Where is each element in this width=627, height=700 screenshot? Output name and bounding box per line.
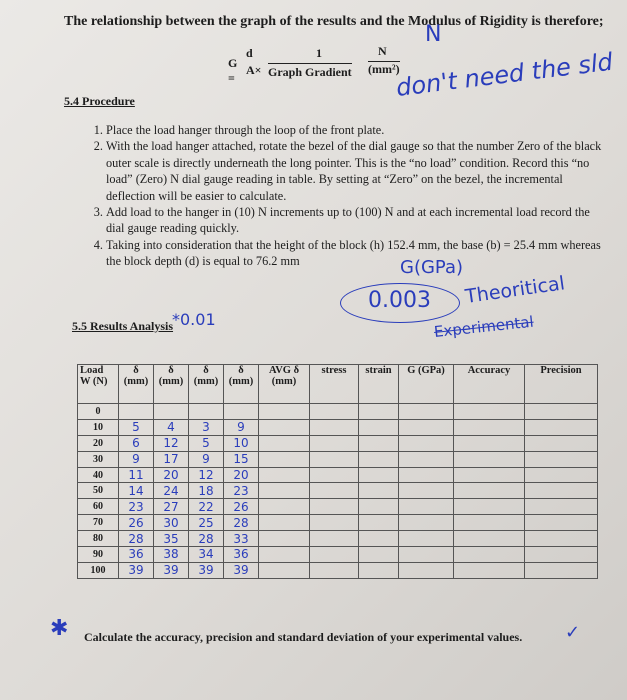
table-row	[78, 435, 598, 451]
page-title: The relationship between the graph of the results and the Modulus of Rigidity is therefore;	[64, 14, 604, 29]
empty-cell	[359, 467, 399, 483]
table-row	[78, 515, 598, 531]
handwritten-experimental: Experimental	[433, 312, 535, 341]
empty-cell	[399, 562, 454, 578]
delta-cell: 24	[154, 483, 189, 499]
empty-cell	[454, 531, 525, 547]
table-row	[78, 467, 598, 483]
delta-cell: 9	[224, 419, 259, 435]
table-row	[78, 483, 598, 499]
table-row	[78, 499, 598, 515]
footer-instruction: Calculate the accuracy, precision and standard deviation of your experimental values.	[84, 630, 523, 644]
results-table	[77, 364, 598, 579]
empty-cell	[310, 547, 359, 563]
empty-cell	[525, 483, 598, 499]
handwritten-note: don't need the sld	[394, 47, 615, 102]
delta-cell: 18	[189, 483, 224, 499]
empty-cell	[454, 467, 525, 483]
empty-cell	[454, 404, 525, 420]
star-mark: ✱	[50, 616, 69, 641]
load-cell: 10	[78, 419, 119, 435]
delta-cell: 38	[154, 547, 189, 563]
delta-cell: 17	[154, 451, 189, 467]
empty-cell	[310, 435, 359, 451]
empty-cell	[259, 562, 310, 578]
delta-cell: 20	[154, 467, 189, 483]
delta-cell: 26	[119, 515, 154, 531]
formula-lhs: G =	[228, 56, 238, 85]
empty-cell	[259, 499, 310, 515]
delta-cell: 9	[119, 451, 154, 467]
procedure-heading: 5.4 Procedure	[64, 94, 135, 108]
delta-cell: 12	[154, 435, 189, 451]
delta-cell: 3	[189, 419, 224, 435]
empty-cell	[359, 531, 399, 547]
empty-cell	[454, 499, 525, 515]
load-cell: 60	[78, 499, 119, 515]
delta-cell: 12	[189, 467, 224, 483]
empty-cell	[259, 404, 310, 420]
delta-cell	[154, 404, 189, 420]
delta-cell	[224, 404, 259, 420]
delta-cell: 33	[224, 531, 259, 547]
empty-cell	[525, 404, 598, 420]
delta-cell: 10	[224, 435, 259, 451]
empty-cell	[525, 467, 598, 483]
empty-cell	[399, 435, 454, 451]
empty-cell	[359, 547, 399, 563]
delta-cell: 28	[189, 531, 224, 547]
delta-cell: 4	[154, 419, 189, 435]
step-item: 2. With the load hanger attached, rotate the bezel of the dial gauge so that the number Zero of the black outer scale is directly underneath the long pointer. This is the “no load” condition. Record this “no load” (Zero) N dial gauge reading in table. By setting at “Zero” on the bezel, the incremental deflection will be easier to calculate.	[106, 138, 606, 204]
delta-cell: 15	[224, 451, 259, 467]
empty-cell	[399, 483, 454, 499]
col-precision: Precision	[525, 365, 598, 404]
empty-cell	[259, 483, 310, 499]
empty-cell	[454, 547, 525, 563]
col-delta: δ (mm)	[119, 365, 154, 404]
col-delta: δ (mm)	[154, 365, 189, 404]
empty-cell	[454, 483, 525, 499]
formula-d: d	[246, 46, 253, 60]
col-delta: δ (mm)	[224, 365, 259, 404]
handwritten-n-mark: N	[425, 22, 442, 47]
check-mark: ✓	[565, 622, 581, 643]
table-body	[78, 404, 598, 579]
empty-cell	[399, 515, 454, 531]
load-cell: 90	[78, 547, 119, 563]
empty-cell	[359, 499, 399, 515]
empty-cell	[525, 435, 598, 451]
empty-cell	[259, 515, 310, 531]
empty-cell	[359, 515, 399, 531]
circled-value: 0.003	[368, 288, 431, 313]
empty-cell	[259, 435, 310, 451]
empty-cell	[310, 404, 359, 420]
delta-cell: 5	[119, 419, 154, 435]
delta-cell: 39	[119, 562, 154, 578]
load-cell: 80	[78, 531, 119, 547]
empty-cell	[399, 531, 454, 547]
empty-cell	[310, 451, 359, 467]
delta-cell: 14	[119, 483, 154, 499]
empty-cell	[399, 419, 454, 435]
delta-cell: 11	[119, 467, 154, 483]
load-cell: 30	[78, 451, 119, 467]
formula-unit-n: N	[378, 44, 387, 58]
empty-cell	[454, 515, 525, 531]
empty-cell	[359, 435, 399, 451]
col-g: G (GPa)	[399, 365, 454, 404]
handwritten-gpa-note: G(GPa)	[400, 257, 464, 278]
delta-cell: 39	[224, 562, 259, 578]
delta-cell: 36	[119, 547, 154, 563]
formula-unit-mm: (mm²)	[368, 62, 400, 76]
empty-cell	[525, 499, 598, 515]
empty-cell	[359, 404, 399, 420]
col-delta: δ (mm)	[189, 365, 224, 404]
empty-cell	[399, 467, 454, 483]
empty-cell	[359, 562, 399, 578]
table-row	[78, 562, 598, 578]
empty-cell	[310, 515, 359, 531]
delta-cell: 6	[119, 435, 154, 451]
delta-cell: 39	[154, 562, 189, 578]
empty-cell	[310, 499, 359, 515]
load-cell: 20	[78, 435, 119, 451]
handwritten-theoretical: Theoritical	[463, 272, 567, 308]
delta-cell: 22	[189, 499, 224, 515]
empty-cell	[399, 404, 454, 420]
delta-cell: 34	[189, 547, 224, 563]
empty-cell	[525, 451, 598, 467]
delta-cell: 28	[119, 531, 154, 547]
formula-one: 1	[316, 46, 322, 60]
step-item: 1. Place the load hanger through the loop of the front plate.	[106, 122, 606, 138]
delta-cell: 5	[189, 435, 224, 451]
delta-cell: 23	[224, 483, 259, 499]
col-avg: AVG δ (mm)	[259, 365, 310, 404]
empty-cell	[454, 419, 525, 435]
table-row	[78, 451, 598, 467]
empty-cell	[359, 483, 399, 499]
delta-cell: 20	[224, 467, 259, 483]
delta-cell: 25	[189, 515, 224, 531]
delta-cell: 28	[224, 515, 259, 531]
results-annotation: *0.01	[172, 310, 216, 329]
empty-cell	[359, 451, 399, 467]
empty-cell	[310, 562, 359, 578]
empty-cell	[259, 419, 310, 435]
delta-cell: 30	[154, 515, 189, 531]
empty-cell	[525, 515, 598, 531]
delta-cell: 35	[154, 531, 189, 547]
empty-cell	[525, 531, 598, 547]
delta-cell: 36	[224, 547, 259, 563]
table-row	[78, 404, 598, 420]
delta-cell: 27	[154, 499, 189, 515]
col-strain: strain	[359, 365, 399, 404]
col-stress: stress	[310, 365, 359, 404]
empty-cell	[399, 547, 454, 563]
delta-cell: 26	[224, 499, 259, 515]
results-heading: 5.5 Results Analysis	[72, 319, 174, 333]
table-row	[78, 531, 598, 547]
table-row	[78, 419, 598, 435]
load-cell: 100	[78, 562, 119, 578]
delta-cell: 9	[189, 451, 224, 467]
empty-cell	[310, 531, 359, 547]
empty-cell	[310, 483, 359, 499]
delta-cell: 39	[189, 562, 224, 578]
col-accuracy: Accuracy	[454, 365, 525, 404]
table-row	[78, 547, 598, 563]
delta-cell	[189, 404, 224, 420]
delta-cell: 23	[119, 499, 154, 515]
empty-cell	[259, 467, 310, 483]
table-header-row	[78, 365, 598, 404]
load-cell: 70	[78, 515, 119, 531]
procedure-steps	[84, 122, 606, 270]
empty-cell	[310, 467, 359, 483]
empty-cell	[259, 451, 310, 467]
formula-denominator: Graph Gradient	[268, 65, 352, 79]
empty-cell	[399, 451, 454, 467]
empty-cell	[454, 451, 525, 467]
empty-cell	[525, 419, 598, 435]
empty-cell	[310, 419, 359, 435]
empty-cell	[259, 547, 310, 563]
empty-cell	[525, 562, 598, 578]
formula-a: A×	[246, 63, 262, 77]
load-cell: 40	[78, 467, 119, 483]
step-item: 3. Add load to the hanger in (10) N increments up to (100) N and at each incremental load record the dial gauge reading quickly.	[106, 204, 606, 237]
delta-cell	[119, 404, 154, 420]
empty-cell	[525, 547, 598, 563]
col-load: Load W (N)	[78, 365, 119, 404]
empty-cell	[454, 435, 525, 451]
load-cell: 0	[78, 404, 119, 420]
empty-cell	[399, 499, 454, 515]
empty-cell	[454, 562, 525, 578]
empty-cell	[259, 531, 310, 547]
step-item: 4. Taking into consideration that the height of the block (h) 152.4 mm, the base (b) = 25.4 mm whereas the block depth (d) is equal to 76.2 mm	[106, 237, 606, 270]
empty-cell	[359, 419, 399, 435]
load-cell: 50	[78, 483, 119, 499]
